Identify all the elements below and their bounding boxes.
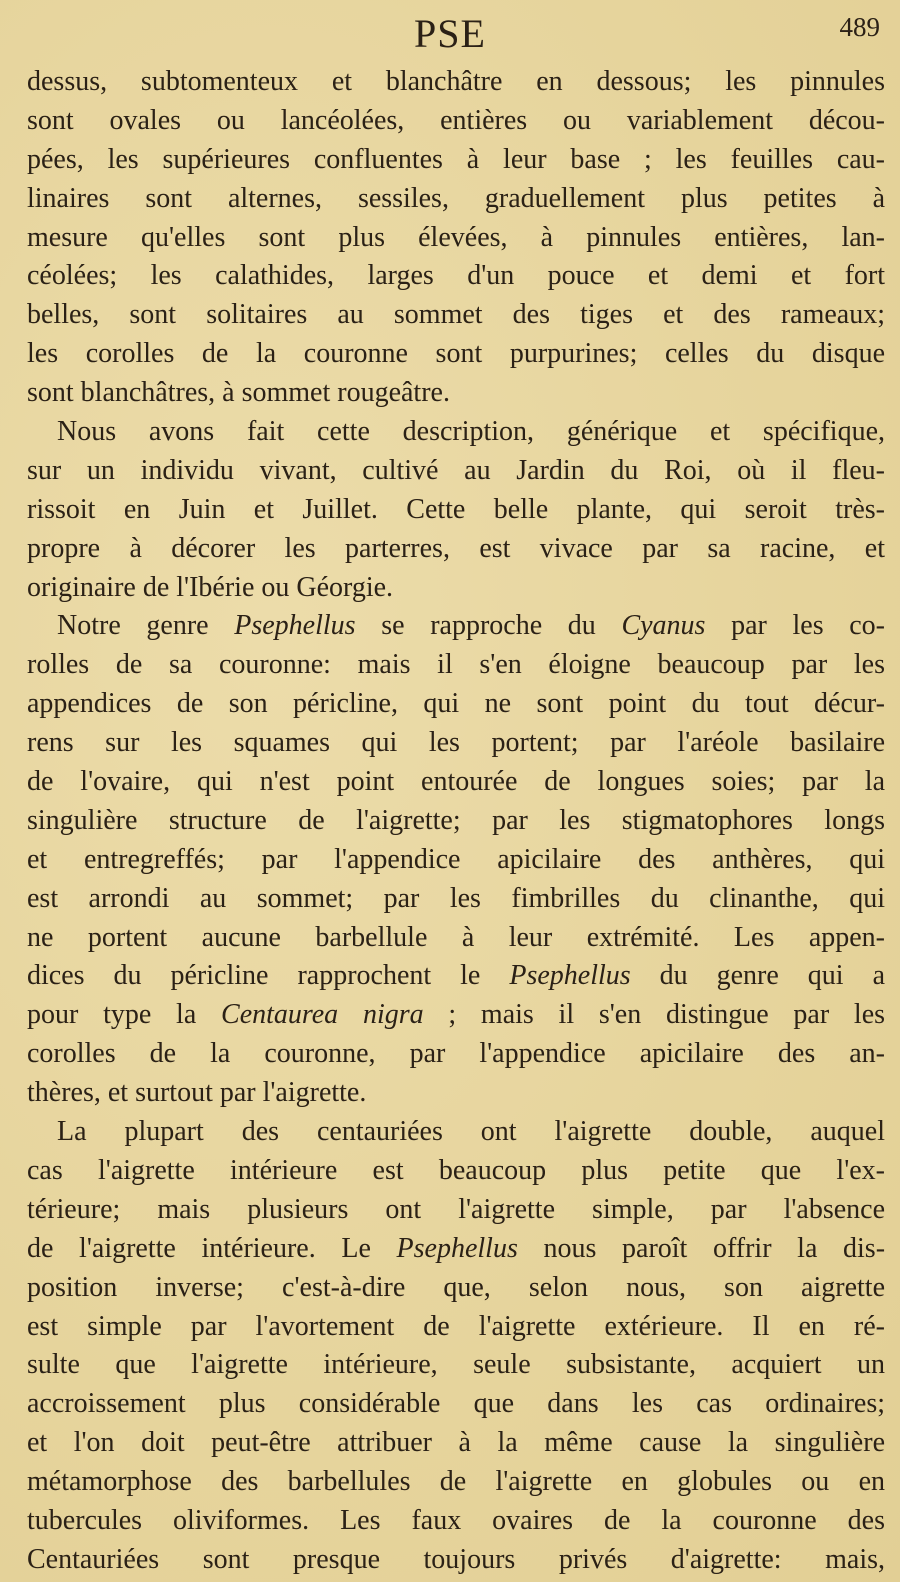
text-line	[27, 957, 885, 996]
text-segment: linaires sont alternes, sessiles, graduellement plus petites à	[27, 182, 885, 214]
text-segment: se rapproche du	[355, 610, 622, 642]
text-segment: belles, sont solitaires au sommet des tiges et des rameaux;	[27, 299, 885, 331]
text-line	[27, 1424, 885, 1463]
text-line	[27, 219, 885, 258]
text-segment: propre à décorer les parterres, est vivace par sa racine, et	[27, 532, 885, 564]
text-segment: les corolles de la couronne sont purpurines; celles du disque	[27, 338, 885, 370]
text-segment: appendices de son péricline, qui ne sont point du tout décur-	[27, 688, 885, 720]
text-segment: dices du péricline rapprochent le	[27, 960, 510, 992]
text-line	[27, 180, 885, 219]
text-line	[27, 1074, 885, 1113]
text-line	[27, 646, 885, 685]
italic-taxon-name: Psephellus	[234, 610, 356, 642]
text-line	[27, 374, 885, 413]
running-head: PSE	[414, 11, 486, 56]
text-line	[27, 102, 885, 141]
text-segment: pées, les supérieures confluentes à leur base ; les feuilles cau-	[27, 143, 885, 175]
text-line	[27, 335, 885, 374]
text-line	[27, 1463, 885, 1502]
text-line	[27, 1385, 885, 1424]
text-line	[27, 452, 885, 491]
text-line	[27, 1230, 885, 1269]
text-segment: sont ovales ou lancéolées, entières ou variablement décou-	[27, 104, 885, 136]
text-segment: de l'aigrette intérieure. Le	[27, 1232, 397, 1264]
text-segment: est arrondi au sommet; par les fimbrilles du clinanthe, qui	[27, 882, 885, 914]
text-line	[27, 1541, 885, 1580]
text-segment: sulte que l'aigrette intérieure, seule subsistante, acquiert un	[27, 1349, 885, 1381]
text-segment: corolles de la couronne, par l'appendice apicilaire des an-	[27, 1038, 885, 1070]
text-line	[27, 841, 885, 880]
text-line	[27, 919, 885, 958]
text-line	[27, 724, 885, 763]
text-line	[27, 1308, 885, 1347]
italic-taxon-name: Psephellus	[509, 960, 631, 992]
text-line	[27, 880, 885, 919]
text-segment: du genre qui a	[630, 960, 885, 992]
text-line	[27, 1346, 885, 1385]
text-line	[27, 141, 885, 180]
text-line	[27, 296, 885, 335]
text-segment: térieure; mais plusieurs ont l'aigrette simple, par l'absence	[27, 1193, 885, 1225]
italic-taxon-name: Centaurea nigra	[221, 999, 424, 1031]
text-segment: Notre genre	[57, 610, 235, 642]
text-segment: sont blanchâtres, à sommet rougeâtre.	[27, 377, 450, 409]
text-line	[27, 763, 885, 802]
page-header	[0, 6, 900, 56]
text-line	[27, 491, 885, 530]
text-segment: nous paroît offrir la dis-	[517, 1232, 885, 1264]
text-segment: de l'ovaire, qui n'est point entourée de longues soies; par la	[27, 766, 885, 798]
italic-taxon-name: Cyanus	[621, 610, 706, 642]
text-segment: originaire de l'Ibérie ou Géorgie.	[27, 571, 394, 603]
body-text	[27, 63, 885, 1580]
text-line	[27, 1152, 885, 1191]
text-segment: tubercules oliviformes. Les faux ovaires de la couronne des	[27, 1504, 885, 1536]
italic-taxon-name: Psephellus	[396, 1232, 518, 1264]
text-segment: sur un individu vivant, cultivé au Jardin du Roi, où il fleu-	[27, 454, 885, 486]
text-line	[27, 63, 885, 102]
text-line	[27, 996, 885, 1035]
text-segment: rissoit en Juin et Juillet. Cette belle plante, qui seroit très-	[27, 493, 885, 525]
text-line	[27, 569, 885, 608]
text-line	[27, 257, 885, 296]
text-segment: ne portent aucune barbellule à leur extrémité. Les appen-	[27, 921, 885, 953]
page-number: 489	[839, 12, 880, 42]
text-segment: singulière structure de l'aigrette; par les stigmatophores longs	[27, 804, 885, 836]
text-line	[27, 607, 885, 646]
text-line	[27, 413, 885, 452]
text-line	[27, 1035, 885, 1074]
text-segment: cas l'aigrette intérieure est beaucoup plus petite que l'ex-	[27, 1154, 885, 1186]
text-segment: mesure qu'elles sont plus élevées, à pinnules entières, lan-	[27, 221, 885, 253]
text-segment: rens sur les squames qui les portent; par l'aréole basilaire	[27, 727, 885, 759]
text-segment: La plupart des centauriées ont l'aigrette double, auquel	[57, 1116, 885, 1148]
text-segment: position inverse; c'est-à-dire que, selon nous, son aigrette	[27, 1271, 885, 1303]
text-line	[27, 802, 885, 841]
text-line	[27, 1269, 885, 1308]
text-segment: thères, et surtout par l'aigrette.	[27, 1077, 367, 1109]
text-segment: rolles de sa couronne: mais il s'en éloigne beaucoup par les	[27, 649, 885, 681]
text-segment: céolées; les calathides, larges d'un pouce et demi et fort	[27, 260, 885, 292]
text-segment: dessus, subtomenteux et blanchâtre en dessous; les pinnules	[27, 66, 885, 97]
text-segment: métamorphose des barbellules de l'aigrette en globules ou en	[27, 1466, 885, 1498]
text-segment: par les co-	[705, 610, 885, 642]
text-segment: accroissement plus considérable que dans les cas ordinaires;	[27, 1388, 885, 1420]
text-segment: ; mais il s'en distingue par les	[423, 999, 885, 1031]
text-segment: et l'on doit peut-être attribuer à la même cause la singulière	[27, 1427, 885, 1459]
text-segment: est simple par l'avortement de l'aigrette extérieure. Il en ré-	[27, 1310, 885, 1342]
text-segment: pour type la	[27, 999, 222, 1031]
text-line	[27, 1113, 885, 1152]
text-line	[27, 1502, 885, 1541]
text-segment: Centauriées sont presque toujours privés d'aigrette: mais,	[27, 1543, 885, 1575]
text-line	[27, 1191, 885, 1230]
text-segment: et entregreffés; par l'appendice apicilaire des anthères, qui	[27, 843, 885, 875]
text-segment: Nous avons fait cette description, générique et spécifique,	[57, 416, 885, 448]
text-line	[27, 530, 885, 569]
text-line	[27, 685, 885, 724]
